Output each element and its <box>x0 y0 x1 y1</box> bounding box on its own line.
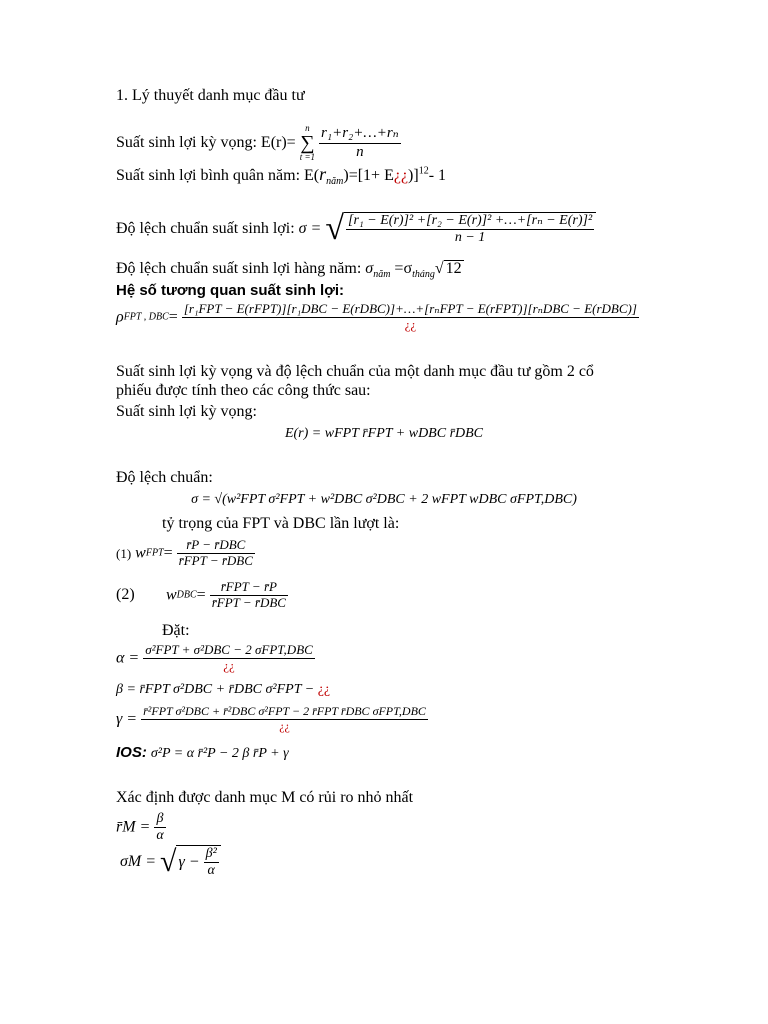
weight2-sub: DBC <box>176 589 197 601</box>
expected-return-fraction <box>319 125 401 161</box>
portfolio-text-line1: Suất sinh lợi kỳ vọng và độ lệch chuẩn của một danh mục đầu tư gồm 2 cổ <box>116 363 594 380</box>
sigma-icon: ∑ <box>300 132 315 154</box>
stdev-annual-sigma: σ <box>365 260 374 277</box>
annual-return-formula <box>116 164 447 188</box>
annual-return-close: )] <box>408 167 419 184</box>
portfolio-text-line2: phiếu được tính theo các công thức sau: <box>116 382 371 399</box>
sigma-m-denominator: α <box>207 863 215 879</box>
stdev-sigma: σ = <box>298 220 322 238</box>
stdev-annual-formula <box>116 260 464 281</box>
sum-symbol <box>300 124 315 162</box>
section-heading: 1. Lý thuyết danh mục đầu tư <box>116 87 305 104</box>
correlation-formula: ρFPT , DBC= [r₁FPT − E(rFPT)][r₁DBC − E(rDBC)]+…+[rₙFPT − E(rFPT)][rₙDBC − E(rDBC)] ¿¿ <box>116 301 637 332</box>
correlation-sub: FPT , DBC <box>123 311 169 323</box>
sum-lower-limit: t =1 <box>299 152 316 162</box>
sigma-m-formula <box>120 845 221 879</box>
stdev-formula <box>116 212 596 246</box>
alpha-formula <box>116 643 315 674</box>
min-risk-label: Xác định được danh mục M có rủi ro nhỏ nhất <box>116 789 414 806</box>
weight1-denominator: r̄FPT − r̄DBC <box>178 552 253 568</box>
weight2-formula: (2) wDBC= $\frac{\text{r̄FPT − r̄P}}{\text{r̄FPT − r̄DBC}}$ <box>116 579 286 610</box>
sqrt-icon: √ <box>160 845 177 879</box>
stdev-label: Độ lệch chuẩn suất sinh lợi: <box>116 220 295 238</box>
stdev-annual-root: 12 <box>445 260 462 277</box>
stdev-annual-label: Độ lệch chuẩn suất sinh lợi hàng năm: <box>116 260 362 277</box>
sum-upper-limit: n <box>305 123 310 133</box>
weight1-lhs: w <box>135 544 146 562</box>
beta-placeholder: ¿¿ <box>317 682 331 697</box>
annual-return-sub: năm <box>326 176 344 188</box>
expected-return-formula <box>116 124 401 162</box>
weights-label: tỷ trọng của FPT và DBC lần lượt là: <box>162 515 400 532</box>
rm-formula <box>116 811 166 844</box>
sigma-m-numerator: β² <box>204 846 219 863</box>
annual-return-label: Suất sinh lợi bình quân năm: E( <box>116 167 320 184</box>
alpha-fraction <box>143 643 315 674</box>
weight2-numerator: r̄FPT − r̄P <box>210 580 288 596</box>
weight2-denominator: r̄FPT − r̄DBC <box>211 594 286 610</box>
annual-return-r: r <box>319 164 327 184</box>
sqrt-icon: √ <box>325 210 345 248</box>
correlation-fraction <box>182 302 639 333</box>
stdev-sqrt <box>325 212 596 246</box>
stdev-annual-eq: =σ <box>390 260 413 277</box>
expected-return-numerator: r₁+r₂+…+rₙ <box>319 125 401 143</box>
correlation-rho: ρ <box>116 308 124 326</box>
annual-return-placeholder: ¿¿ <box>393 167 409 184</box>
weight1-fraction <box>177 538 255 569</box>
sigma-m-body: γ − <box>178 853 200 871</box>
beta-body: r̄FPT σ²DBC + r̄DBC σ²FPT − <box>139 682 315 697</box>
weight2-tag: (2) <box>116 586 135 604</box>
annual-return-tail: - 1 <box>428 167 447 184</box>
expected-return-denominator: n <box>356 143 364 160</box>
rm-denominator: α <box>156 828 164 844</box>
ios-body: σ²P = α r̄²P − 2 β r̄P + γ <box>150 746 289 761</box>
correlation-denominator: ¿¿ <box>404 316 417 332</box>
weight1-formula: (1) wFPT= $\frac{\text{r̄P − r̄DBC}}{\text{r̄FPT − r̄DBC}}$ <box>116 537 253 568</box>
expected-return-label: Suất sinh lợi kỳ vọng: E(r)= <box>116 134 296 151</box>
portfolio-text-line3: Suất sinh lợi kỳ vọng: <box>116 403 257 420</box>
weight1-numerator: r̄P − r̄DBC <box>177 538 255 554</box>
weight1-sub: FPT <box>145 547 164 559</box>
gamma-lhs: γ = <box>116 710 138 728</box>
sigma-m-fraction <box>204 846 219 879</box>
gamma-formula <box>116 705 428 734</box>
portfolio-return-formula: E(r) = wFPT r̄FPT + wDBC r̄DBC <box>284 426 484 441</box>
stdev-denominator: n − 1 <box>454 230 486 246</box>
sqrt-icon: √ <box>434 260 444 277</box>
correlation-numerator: [r₁FPT − E(rFPT)][r₁DBC − E(rDBC)]+…+[rₙFPT − E(rFPT)][rₙDBC − E(rDBC)] <box>183 301 637 316</box>
gamma-numerator: r̄²FPT σ²DBC + r̄²DBC σ²FPT − 2 r̄FPT r̄DBC σFPT,DBC <box>143 704 426 718</box>
weight1-tag: (1) <box>116 545 132 561</box>
rm-fraction <box>154 811 165 844</box>
weight2-fraction <box>210 580 288 611</box>
correlation-heading: Hệ số tương quan suất sinh lợi: <box>116 282 345 299</box>
sigma-m-lhs: σM = <box>120 853 157 871</box>
portfolio-std-formula: σ = √(w²FPT σ²FPT + w²DBC σ²DBC + 2 wFPT wDBC σFPT,DBC) <box>191 492 577 507</box>
annual-return-mid: )=[1+ E <box>343 167 394 184</box>
rm-lhs: r̄M = <box>116 818 151 836</box>
weight2-lhs: w <box>166 586 177 604</box>
alpha-lhs: α = <box>116 649 140 667</box>
rm-numerator: β <box>154 811 165 828</box>
portfolio-std-label: Độ lệch chuẩn: <box>116 469 213 486</box>
ios-label: IOS: <box>116 744 147 761</box>
stdev-annual-sub1: năm <box>373 269 391 281</box>
alpha-numerator: σ²FPT + σ²DBC − 2 σFPT,DBC <box>145 642 313 657</box>
ios-formula <box>116 745 289 761</box>
stdev-annual-sub2: tháng <box>412 269 435 281</box>
stdev-fraction <box>346 213 594 246</box>
gamma-fraction <box>141 705 428 734</box>
dat-label: Đặt: <box>162 622 190 639</box>
gamma-denominator: ¿¿ <box>279 718 290 733</box>
stdev-numerator: [r₁ − E(r)]² +[r₂ − E(r)]² +…+[rₙ − E(r)]² <box>346 213 594 230</box>
beta-lhs: β = <box>116 682 136 697</box>
alpha-denominator: ¿¿ <box>223 657 235 673</box>
annual-return-exponent: 12 <box>418 165 429 177</box>
beta-formula <box>116 683 330 697</box>
